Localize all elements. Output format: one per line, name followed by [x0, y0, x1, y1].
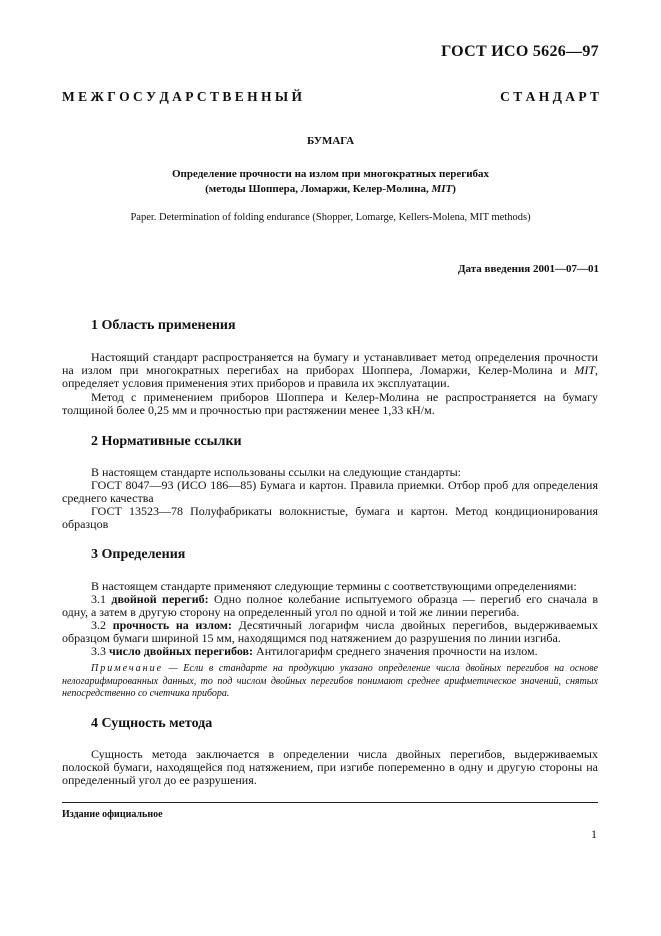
definition-number: 3.3: [91, 644, 109, 658]
definition-3-2: [62, 619, 598, 645]
subtitle-line-1: Определение прочности на излом при многократных перегибах: [171, 168, 490, 180]
definition-text: Десятичный логарифм числа двойных перегибов, выдерживаемых образцом бумаги шириной 15 мм, находящимся под натяжением до разрушения по линии изгиба.: [62, 618, 598, 645]
section-1-paragraph-2: Метод с применением приборов Шоппера и Келер-Молина не распространяется на бумагу толщиной более 0,25 мм и прочностью при растяжении менее 1,33 кН/м.: [62, 390, 598, 417]
subtitle-italic: MIT: [431, 183, 453, 195]
section-4-heading: 4 Сущность метода: [91, 716, 213, 731]
section-1-paragraph-1: [62, 351, 598, 390]
definition-3-1: [62, 593, 598, 619]
subtitle-prefix: (методы Шоппера, Ломаржи, Келер-Молина,: [205, 183, 432, 195]
definition-number: 3.2: [91, 618, 113, 632]
s1-p1-text-a: Настоящий стандарт распространяется на бумагу и устанавливает метод определения прочности на излом при многократных перегибах на приборах Шоппера, Ломаржи, Келер-Молина и: [62, 350, 598, 377]
section-3-heading: 3 Определения: [91, 547, 186, 562]
footer-divider: [62, 802, 598, 803]
definition-3-3: [62, 645, 598, 658]
subtitle-suffix: ): [452, 183, 456, 195]
section-2-paragraph-1: В настоящем стандарте использованы ссылки на следующие стандарты:: [91, 465, 462, 479]
definition-term: число двойных перегибов:: [109, 644, 254, 658]
english-title: Paper. Determination of folding endurance (Shopper, Lomarge, Kellers-Molena, MIT methods): [130, 212, 531, 223]
subtitle-line-2: [0, 182, 661, 197]
section-3-note: [62, 663, 598, 701]
note-text: — Если в стандарте на продукцию указано определение числа двойных перегибов на основе нелогарифмированных данных, то под числом двойных перегибов понимают среднее арифметическое значений, снятых непосредственно со счетчика прибора.: [62, 663, 598, 699]
note-label: Примечание: [91, 663, 164, 674]
section-2-paragraph-3: ГОСТ 13523—78 Полуфабрикаты волокнистые, бумага и картон. Метод кондиционирования образцов: [62, 504, 598, 531]
effective-date: Дата введения 2001—07—01: [457, 263, 599, 275]
official-edition-label: Издание официальное: [62, 809, 163, 820]
section-1-heading: 1 Область применения: [91, 318, 236, 333]
s1-p1-italic: MIT: [574, 363, 595, 377]
section-3-paragraph-1: В настоящем стандарте применяют следующие термины с соответствующими определениями:: [91, 579, 577, 593]
standard-type-banner: [62, 89, 599, 105]
document-subtitle: [0, 167, 661, 197]
banner-word-1: М Е Ж Г О С У Д А Р С Т В Е Н Н Ы Й: [62, 89, 303, 104]
section-2-heading: 2 Нормативные ссылки: [91, 434, 242, 449]
definition-number: 3.1: [91, 592, 112, 606]
banner-word-2: С Т А Н Д А Р Т: [500, 89, 599, 104]
definition-text: Одно полное колебание испытуемого образца — перегиб его сначала в одну, а затем в другую сторону на определенный угол по одной и той же линии перегиба.: [62, 592, 599, 619]
definition-term: двойной перегиб:: [111, 592, 209, 606]
s1-p1-text-b: , определяет условия применения этих приборов и правила их эксплуатации.: [62, 363, 598, 390]
document-code: ГОСТ ИСО 5626—97: [441, 43, 599, 60]
definition-term: прочность на излом:: [112, 618, 232, 632]
section-2-paragraph-2: ГОСТ 8047—93 (ИСО 186—85) Бумага и картон. Правила приемки. Отбор проб для определения среднего качества: [62, 478, 598, 505]
section-4-paragraph-1: Сущность метода заключается в определении числа двойных перегибов, выдерживаемых полоской бумаги, находящейся под натяжением, при изгибе попеременно в одну и другую стороны на определенный угол до ее разрушения.: [62, 747, 598, 787]
document-title: БУМАГА: [306, 135, 355, 147]
definition-text: Антилогарифм среднего значения прочности на излом.: [253, 644, 538, 658]
page-number: 1: [591, 827, 597, 841]
